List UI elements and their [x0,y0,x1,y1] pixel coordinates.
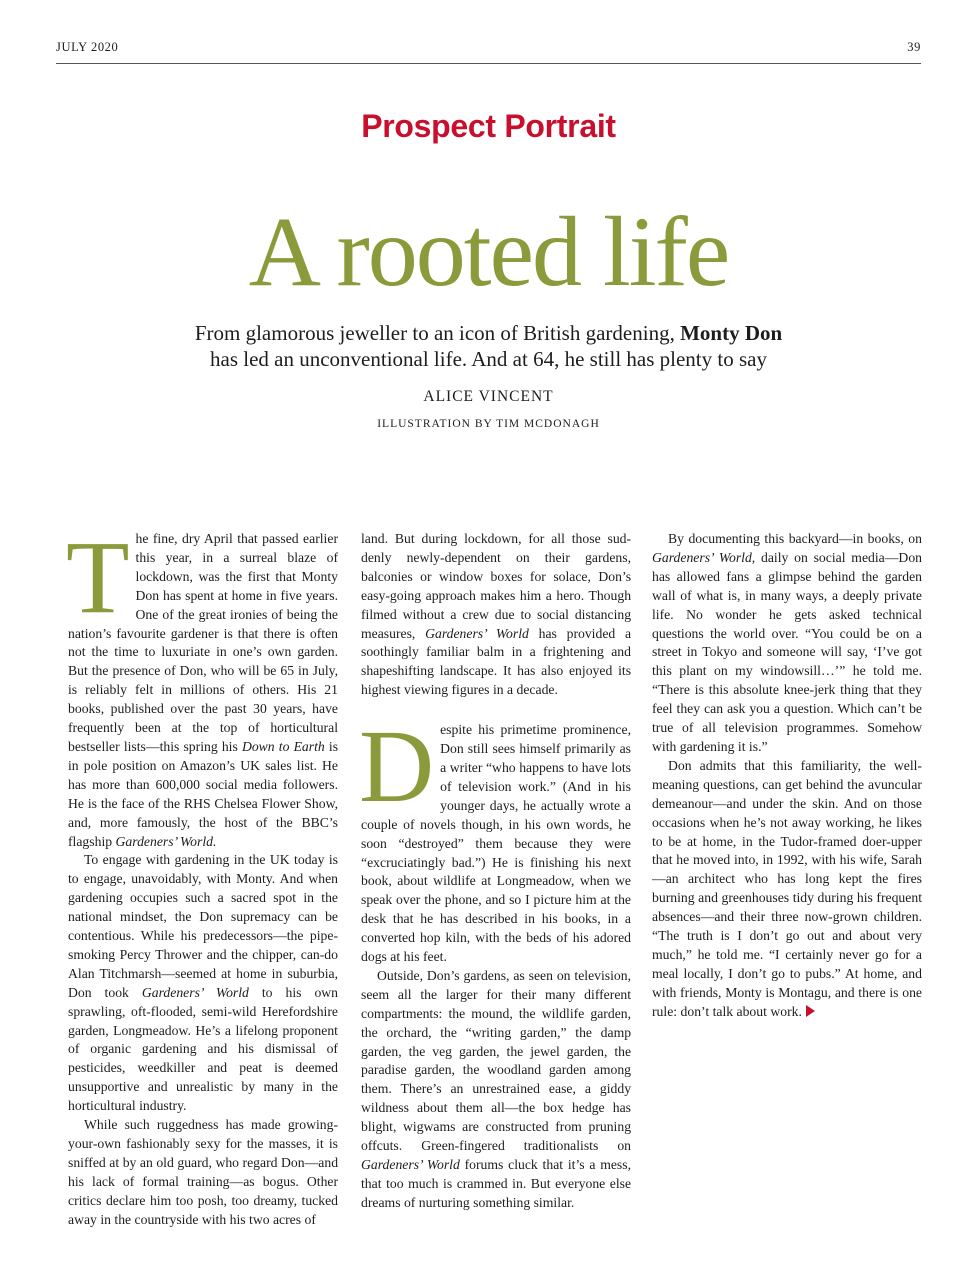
paragraph-2 [68,851,338,1116]
text: is in pole position on Amazon’s UK sales list. He has more than 600,000 social media followers. He is the face of the RHS Chelsea Flower Show, and, more famously, the host of the BBC’s flagship [68,738,339,849]
issue-date: JULY 2020 [56,40,119,54]
header-rule [56,63,921,64]
section-title: Prospect Portrait [361,108,616,144]
paragraph-4 [359,709,631,967]
page-number: 39 [907,40,921,54]
paragraph-5: Outside, Don’s gardens, as seen on television, seem all the larger for their many different compartments: the mound, the wildlife garden, the orchard, the “writing garden,” the damp garden, the veg garden, the jewel garden, the paradise garden, the woodland garden among them. There’s an unrestrained ease, a giddy wildness about them all—the box hedge has blight, wigwams are constructed from pruning offcuts. Green-fingered traditionalists on Gardeners’ World forums cluck that it’s a mess, that too much is crammed in. But everyone else dreams of nurturing something similar. [361,967,632,1210]
book-title: Down to Earth [241,738,325,754]
drop-cap-t: T [66,520,130,635]
paragraph-7 [652,757,922,1022]
text: daily on social media—Don has allowed fans a glimpse behind the garden wall of what is, in many ways, a deeply private life. No wonder he gets asked technical questions the world over. “You could be on a street in Tokyo and someone will say, ‘I’ve got this plant on my windowsill…’” he told me. “There is this absolute knee-jerk thing that they feel they can ask you a question. Which can’t be true of all television programmes. Somehow with gardening it is.” [652,549,923,754]
headline: A rooted life [248,196,729,307]
standfirst-part2: has led an unconventional life. And at 64, he still has plenty to say [210,347,767,371]
standfirst-name: Monty Don [680,321,783,345]
column-2 [361,530,631,1213]
show-title: Gardeners’ World. [115,833,217,849]
paragraph-3-cont: land. But during lockdown, for all those suddenly newly-dependent on their gardens, balconies or window boxes for solace, Don’s easy-going approach makes him a hero. Though filmed without a crew due to social distancing measures, Gardeners’ World has provided a soothingly familiar balm in a frightening and shapeshifting landscape. It has also enjoyed its highest viewing figures in a decade. [361,531,632,698]
paragraph-1 [66,520,339,851]
standfirst-part1: From glamorous jeweller to an icon of British gardening, [194,321,675,345]
text: to his own sprawling, oft-flooded, semi-wild Herefordshire garden, Longmeadow. He’s a lifelong proponent of organic gardening and his dismissal of pesticides, weedkiller and peat is deemed unsupportive and unrealistic by many in the horticultural industry. [68,984,339,1114]
byline: ALICE VINCENT [423,388,554,405]
column-1 [66,520,339,1230]
show-title: Gardeners’ World [141,984,249,1000]
end-of-article-icon [806,1005,815,1017]
text: Don admits that this familiarity, the well-meaning questions, can get behind the avuncular demeanour—and under the skin. And on those occasions when he’s not away working, he likes to be at home, in the Tudor-framed doer-upper that he moved into, in 1992, with his wife, Sarah—an architect who has long kept the fires burning and greenhouses tidy during his frequent absences—and their three now-grown children. “The truth is I don’t go out and about very much,” he told me. “I certainly never go for a meal locally, I don’t go to pubs.” At home, and with friends, Monty is Montagu, and there is one rule: don’t talk about work. [652,757,922,1019]
drop-cap-d: D [359,709,435,825]
paragraph-6 [652,530,922,757]
illustration-credit: ILLUSTRATION BY TIM MCDONAGH [377,418,600,430]
standfirst [150,320,827,372]
running-header [56,40,921,58]
text: he fine, dry April that passed earlier this year, in a surreal blaze of lockdown, was the first that Monty Don has spent at home in five years. One of the great ironies of being the nation’s favourite gardener is that there is often not the time to luxuriate in one’s own garden. But the presence of Don, who will be 65 in July, is reliably felt in millions of others. His 21 books, published over the past 30 years, have frequently been at the top of horticultural bestseller lists—this spring his [68,531,338,754]
show-title: Gardeners’ World, [652,549,756,565]
text: By documenting this backyard—in books, on [668,531,922,546]
text: To engage with gardening in the UK today is to engage, unavoidably, with Monty. And when gardening occupies such a sacred spot in the national mindset, the Don supremacy can be contentious. While his predecessors—the pipe-smoking Percy Thrower and the chipper, can-do Alan Titchmarsh—seemed at home in suburbia, Don took [68,852,338,1000]
paragraph-3: While such ruggedness has made growing-your-own fashionably sexy for the masses, it is sniffed at by an old guard, who regard Don—and his lack of formal training—as bogus. Other critics declare him too posh, too dreamy, tucked away in the countryside with his two acres of [68,1117,339,1227]
column-3 [652,530,922,1022]
text: espite his primetime prominence, Don still sees himself primarily as a writer “who happens to have lots of television work.” (And in his younger days, he actually wrote a couple of novels though, in his own words, he soon “destroyed” them because they were “excruciatingly bad.”) He is finishing his next book, about wildlife at Longmeadow, when we speak over the phone, and so I picture him at the desk that he has described in his books, in a converted hop kiln, with the beds of his adored dogs at his feet. [361,722,631,965]
